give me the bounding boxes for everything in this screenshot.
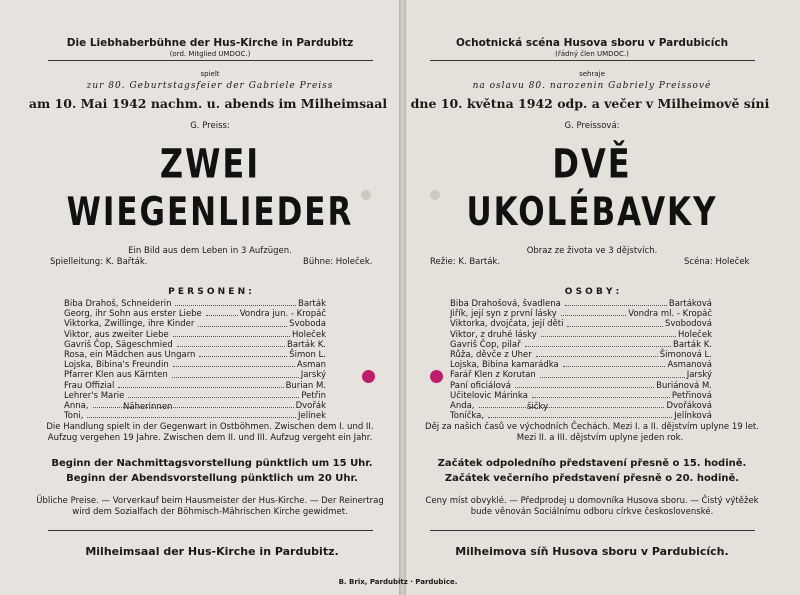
cast-row [450, 299, 712, 309]
cast-actor: Jarský [686, 370, 712, 381]
cast-role: Růža, děvče z Uher [450, 349, 532, 360]
cast-role: Rosa, ein Mädchen aus Ungarn [64, 349, 196, 360]
left-stage: Bühne: Holeček. [303, 257, 373, 267]
cast-role: Toni, [64, 411, 84, 422]
cast-actor: Vondra ml. - Kropáč [628, 309, 712, 320]
left-cast-list [64, 299, 326, 421]
left-prices2: wird dem Sozialfach der Böhmisch-Mährischen Kirche gewidmet. [72, 507, 348, 517]
cast-role: Paní oficiálová [450, 380, 512, 391]
leader-dots [479, 401, 665, 408]
cast-actor: Svoboda [289, 319, 326, 330]
cast-actor: Barták K. [287, 339, 326, 350]
left-title-line1: ZWEI [159, 140, 261, 188]
leader-dots [515, 381, 654, 388]
cast-row [64, 340, 326, 350]
cast-actor: Barták [298, 299, 326, 309]
leader-dots [536, 350, 658, 357]
cast-actor: Svobodová [664, 319, 712, 330]
cast-role: Jiřík, její syn z první lásky [450, 309, 557, 320]
cast-actor: Bartáková [668, 299, 712, 309]
cast-role: Pfarrer Klen aus Kärnten [64, 370, 168, 381]
right-prices2: bude věnován Sociálnímu odboru církve československé. [470, 507, 714, 517]
right-org: Ochotnická scéna Husova sboru v Pardubicích [455, 37, 729, 49]
left-brace-label: Näherinnen [123, 402, 173, 412]
cast-actor: Barták K. [673, 339, 712, 350]
left-direction: Spielleitung: K. Bar̆ták. [50, 257, 148, 267]
cast-role: Anda, [450, 400, 475, 411]
punch-hole [430, 370, 443, 383]
left-title-line2: WIEGENLIEDER [66, 190, 354, 235]
cast-row [64, 401, 326, 411]
leader-dots [172, 370, 299, 377]
right-subtitle: Obraz ze života ve 3 dějstvích. [526, 246, 658, 256]
right-rule-top [430, 60, 755, 61]
left-org-sub: (ord. Mitglied UMDOC.) [169, 50, 251, 58]
cast-row [450, 350, 712, 360]
cast-row [450, 309, 712, 319]
right-prices: Ceny míst obvyklé. — Předprodej u domovníka Husova sboru. — Čistý výtěžek [425, 496, 759, 506]
leader-dots [206, 309, 238, 316]
leader-dots [561, 309, 626, 316]
left-rule-bottom [48, 530, 373, 531]
left-rule-top [48, 60, 373, 61]
cast-role: Viktorka, dvojčata, její děti [450, 319, 564, 330]
cast-row [450, 381, 712, 391]
cast-role: Viktor, z druhé lásky [450, 329, 537, 340]
cast-row [64, 309, 326, 319]
cast-actor: Šimonová L. [659, 349, 712, 360]
right-title-line2: UKOLÉBAVKY [466, 190, 718, 235]
right-date: dne 10. května 1942 odp. a večer v Milheimově síni [410, 96, 770, 111]
right-author: G. Preissová: [564, 121, 620, 131]
cast-row [64, 360, 326, 370]
cast-role: Viktorka, Zwillinge, ihre Kinder [64, 319, 195, 330]
leader-dots [525, 340, 671, 347]
right-setting: Děj za našich časů ve východních Čechách. Mezi I. a II. dějstvím uplyne 19 let. [425, 422, 759, 432]
leader-dots [563, 360, 666, 367]
cast-actor: Asman [296, 360, 326, 371]
cast-row [64, 411, 326, 421]
cast-role: Georg, ihr Sohn aus erster Liebe [64, 309, 202, 320]
cast-actor: Dvořák [295, 400, 326, 411]
right-begin-afternoon: Začátek odpoledního představení přesně o 15. hodině. [437, 458, 747, 469]
cast-row [64, 319, 326, 329]
right-cast-heading: O S O B Y : [564, 287, 620, 297]
printer-imprint: B. Brix, Pardubitz · Pardubice. [338, 578, 458, 586]
cast-row [64, 370, 326, 380]
leader-dots [488, 411, 672, 418]
cast-actor: Jarský [300, 370, 326, 381]
right-direction: Režie: K. Barták. [430, 257, 501, 267]
cast-role: Učitelovic Márinka [450, 390, 528, 401]
cast-row [450, 411, 712, 421]
leader-dots [173, 360, 295, 367]
cast-actor: Asmanová [667, 360, 712, 371]
cast-actor: Buriánová M. [656, 380, 712, 391]
cast-actor: Jelínková [674, 411, 712, 422]
leader-dots [175, 299, 296, 306]
leader-dots [565, 299, 667, 306]
left-setting: Die Handlung spielt in der Gegenwart in Ostböhmen. Zwischen dem I. und II. [46, 422, 374, 432]
cast-actor: Jelínek [298, 411, 326, 422]
left-author: G. Preiss: [190, 121, 230, 131]
cast-role: Lojska, Bibina's Freundin [64, 360, 169, 371]
cast-role: Gavriš Čop, pilař [450, 339, 521, 350]
cast-role: Viktor, aus zweiter Liebe [64, 329, 169, 340]
leader-dots [567, 319, 662, 326]
right-setting2: Mezi II. a III. dějstvím uplyne jeden rok. [516, 433, 684, 443]
cast-row [450, 360, 712, 370]
left-begin-afternoon: Beginn der Nachmittagsvorstellung pünktlich um 15 Uhr. [51, 458, 373, 469]
cast-role: Frau Offizial [64, 380, 115, 391]
cast-role: Farář Klen z Korutan [450, 370, 536, 381]
cast-role: Lojska, Bibina kamarádka [450, 360, 559, 371]
cast-actor: Dvořáková [666, 400, 712, 411]
right-cast-list [450, 299, 712, 421]
leader-dots [198, 319, 287, 326]
punch-dot [361, 190, 371, 200]
cast-actor: Holeček [291, 329, 326, 340]
left-subtitle: Ein Bild aus dem Leben in 3 Aufzügen. [128, 246, 292, 256]
cast-role: Biba Drahoš, Schneiderin [64, 299, 172, 309]
cast-row [64, 381, 326, 391]
leader-dots [128, 391, 299, 398]
cast-row [450, 391, 712, 401]
left-spielt: spielt [200, 70, 220, 78]
cast-row [450, 370, 712, 380]
left-occasion: zur 80. Geburtstagsfeier der Gabriele Preiss [86, 81, 334, 91]
right-footer: Milheimova síň Husova sboru v Pardubicích. [455, 545, 729, 558]
cast-actor: Petřin [301, 390, 326, 401]
left-cast-heading: P E R S O N E N : [168, 287, 252, 297]
cast-row [64, 350, 326, 360]
right-rule-bottom [430, 530, 755, 531]
cast-role: Toníčka, [450, 411, 485, 422]
leader-dots [540, 370, 685, 377]
page-fold [399, 0, 406, 595]
cast-actor: Petřinová [671, 390, 712, 401]
leader-dots [173, 330, 290, 337]
cast-role: Biba Drahošová, švadlena [450, 299, 561, 309]
cast-row [450, 330, 712, 340]
cast-row [64, 299, 326, 309]
leader-dots [532, 391, 670, 398]
right-sehraje: sehraje [579, 70, 605, 78]
right-title-line1: DVĚ [552, 140, 632, 188]
right-brace-label: šičky [527, 402, 549, 412]
punch-hole [362, 370, 375, 383]
left-prices: Übliche Preise. — Vorverkauf beim Hausmeister der Hus-Kirche. — Der Reinertrag [36, 496, 384, 506]
leader-dots [199, 350, 287, 357]
right-occasion: na oslavu 80. narozenin Gabriely Preissové [472, 81, 712, 91]
left-begin-evening: Beginn der Abendsvorstellung pünktlich um 20 Uhr. [66, 473, 358, 484]
leader-dots [177, 340, 285, 347]
cast-actor: Holeček [677, 329, 712, 340]
cast-row [450, 319, 712, 329]
leader-dots [118, 381, 283, 388]
cast-actor: Šimon L. [289, 349, 326, 360]
cast-actor: Burian M. [285, 380, 326, 391]
right-org-sub: (řádný člen UMDOC.) [555, 50, 629, 58]
cast-row [64, 391, 326, 401]
cast-row [450, 340, 712, 350]
cast-row [450, 401, 712, 411]
left-footer: Milheimsaal der Hus-Kirche in Pardubitz. [85, 545, 339, 558]
leader-dots [87, 411, 296, 418]
cast-role: Gavriš Čop, Sägeschmied [64, 339, 173, 350]
right-begin-evening: Začátek večerního představení přesně o 20. hodině. [444, 473, 740, 484]
cast-role: Anna, [64, 400, 89, 411]
cast-row [64, 330, 326, 340]
left-org: Die Liebhaberbühne der Hus-Kirche in Pardubitz [66, 37, 354, 49]
left-date: am 10. Mai 1942 nachm. u. abends im Milheimsaal [28, 96, 388, 111]
left-setting2: Aufzug vergehen 19 Jahre. Zwischen dem II. und III. Aufzug vergeht ein Jahr. [47, 433, 373, 443]
punch-dot [430, 190, 440, 200]
right-stage: Scéna: Holeček [684, 257, 750, 267]
leader-dots [541, 330, 676, 337]
cast-actor: Vondra jun. - Kropáč [239, 309, 326, 320]
cast-role: Lehrer's Marie [64, 390, 125, 401]
